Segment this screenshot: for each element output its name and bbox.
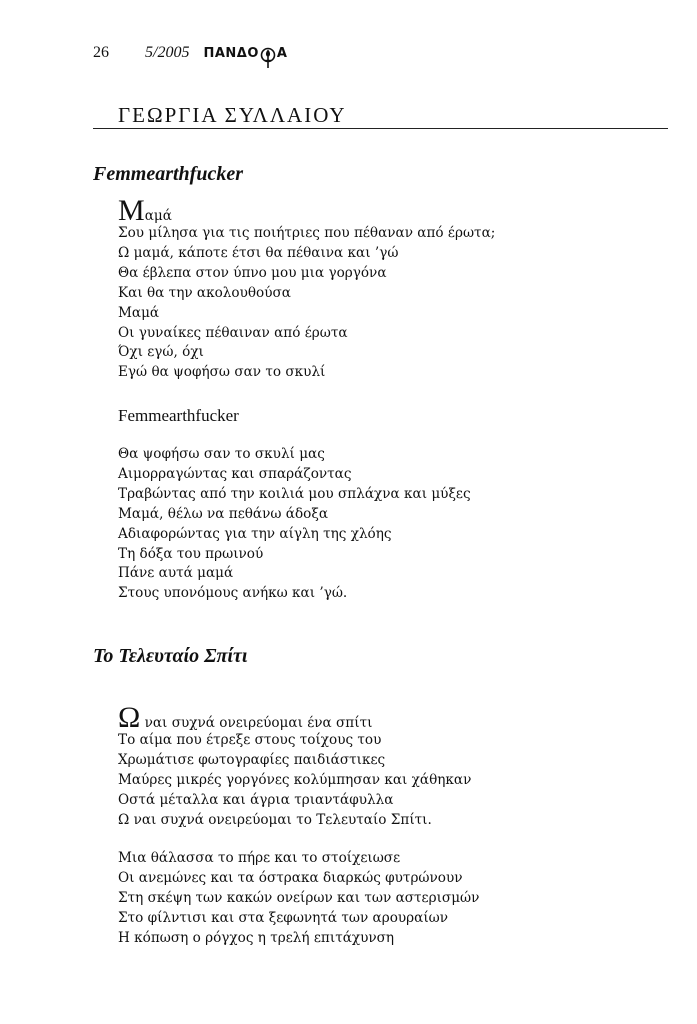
poem-first-line: Ω ναι συχνά ονειρεύομαι ένα σπίτι bbox=[118, 701, 373, 734]
poem-line: Οι γυναίκες πέθαιναν από έρωτα bbox=[118, 324, 348, 341]
poem-line: Όχι εγώ, όχι bbox=[118, 344, 204, 361]
poem-line: Στους υπονόμους ανήκω και ’γώ. bbox=[118, 585, 348, 602]
poem-line: Στο φίλντισι και στα ξεφωνητά των αρουραίων bbox=[118, 909, 448, 926]
poem-line: Θα έβλεπα στον ύπνο μου μια γοργόνα bbox=[118, 264, 387, 281]
poem-line: Ω μαμά, κάποτε έτσι θα πέθαινα και ’γώ bbox=[118, 244, 399, 261]
poem-line: Μαύρες μικρές γοργόνες κολύμπησαν και χάθηκαν bbox=[118, 771, 472, 788]
poem-line: Στη σκέψη των κακών ονείρων και των αστερισμών bbox=[118, 889, 480, 906]
poem-line: Και θα την ακολουθούσα bbox=[118, 284, 291, 301]
poem-line: Μαμά bbox=[118, 304, 160, 321]
poem-line: Αδιαφορώντας για την αίγλη της χλόης bbox=[118, 525, 392, 542]
poem-line: Πάνε αυτά μαμά bbox=[118, 565, 234, 582]
poem-title: Femmearthfucker bbox=[93, 163, 243, 185]
header-rule bbox=[93, 128, 668, 129]
poem-line: Εγώ θα ψοφήσω σαν το σκυλί bbox=[118, 364, 326, 381]
poem-stanza bbox=[118, 445, 471, 604]
page-header bbox=[93, 42, 287, 64]
poem-line: Οι ανεμώνες και τα όστρακα διαρκώς φυτρώνουν bbox=[118, 869, 463, 886]
poem-line: Τη δόξα του πρωινού bbox=[118, 545, 264, 562]
poem-line: Αιμορραγώντας και σπαράζοντας bbox=[118, 465, 352, 482]
poem-line: Οστά μέταλλα και άγρια τριαντάφυλλα bbox=[118, 791, 394, 808]
poem-refrain: Femmearthfucker bbox=[118, 406, 239, 425]
poem-first-line: Μαμά bbox=[118, 194, 172, 227]
poem-title: Το Τελευταίο Σπίτι bbox=[93, 645, 248, 667]
issue-date: 5/2005 bbox=[145, 43, 190, 61]
pandora-flame-icon bbox=[260, 47, 276, 69]
poem-stanza bbox=[118, 194, 496, 383]
poem-line: Η κόπωση ο ρόγχος η τρελή επιτάχυνση bbox=[118, 929, 395, 946]
poem-line: Χρωμάτισε φωτογραφίες παιδιάστικες bbox=[118, 751, 386, 768]
poem-stanza bbox=[118, 849, 479, 949]
poem-line: Θα ψοφήσω σαν το σκυλί μας bbox=[118, 446, 325, 462]
poem-line: Ω ναι συχνά ονειρεύομαι το Τελευταίο Σπίτι. bbox=[118, 811, 432, 828]
magazine-logo: ΠΑΝΔΟ Α bbox=[203, 42, 287, 64]
poem-line: Τραβώντας από την κοιλιά μου σπλάχνα και μύξες bbox=[118, 485, 471, 502]
drop-cap: Ω bbox=[118, 701, 141, 734]
drop-cap: Μ bbox=[118, 194, 145, 227]
poem-line: Το αίμα που έτρεξε στους τοίχους του bbox=[118, 732, 382, 748]
poem-stanza bbox=[118, 701, 472, 831]
author-name: ΓΕΩΡΓΙΑ ΣΥΛΛΑΙΟΥ bbox=[118, 103, 347, 127]
page-number: 26 bbox=[93, 43, 109, 61]
poem-line: Μια θάλασσα το πήρε και το στοίχειωσε bbox=[118, 850, 401, 866]
poem-line: Μαμά, θέλω να πεθάνω άδοξα bbox=[118, 505, 328, 522]
poem-line: Σου μίλησα για τις ποιήτριες που πέθαναν από έρωτα; bbox=[118, 225, 496, 241]
